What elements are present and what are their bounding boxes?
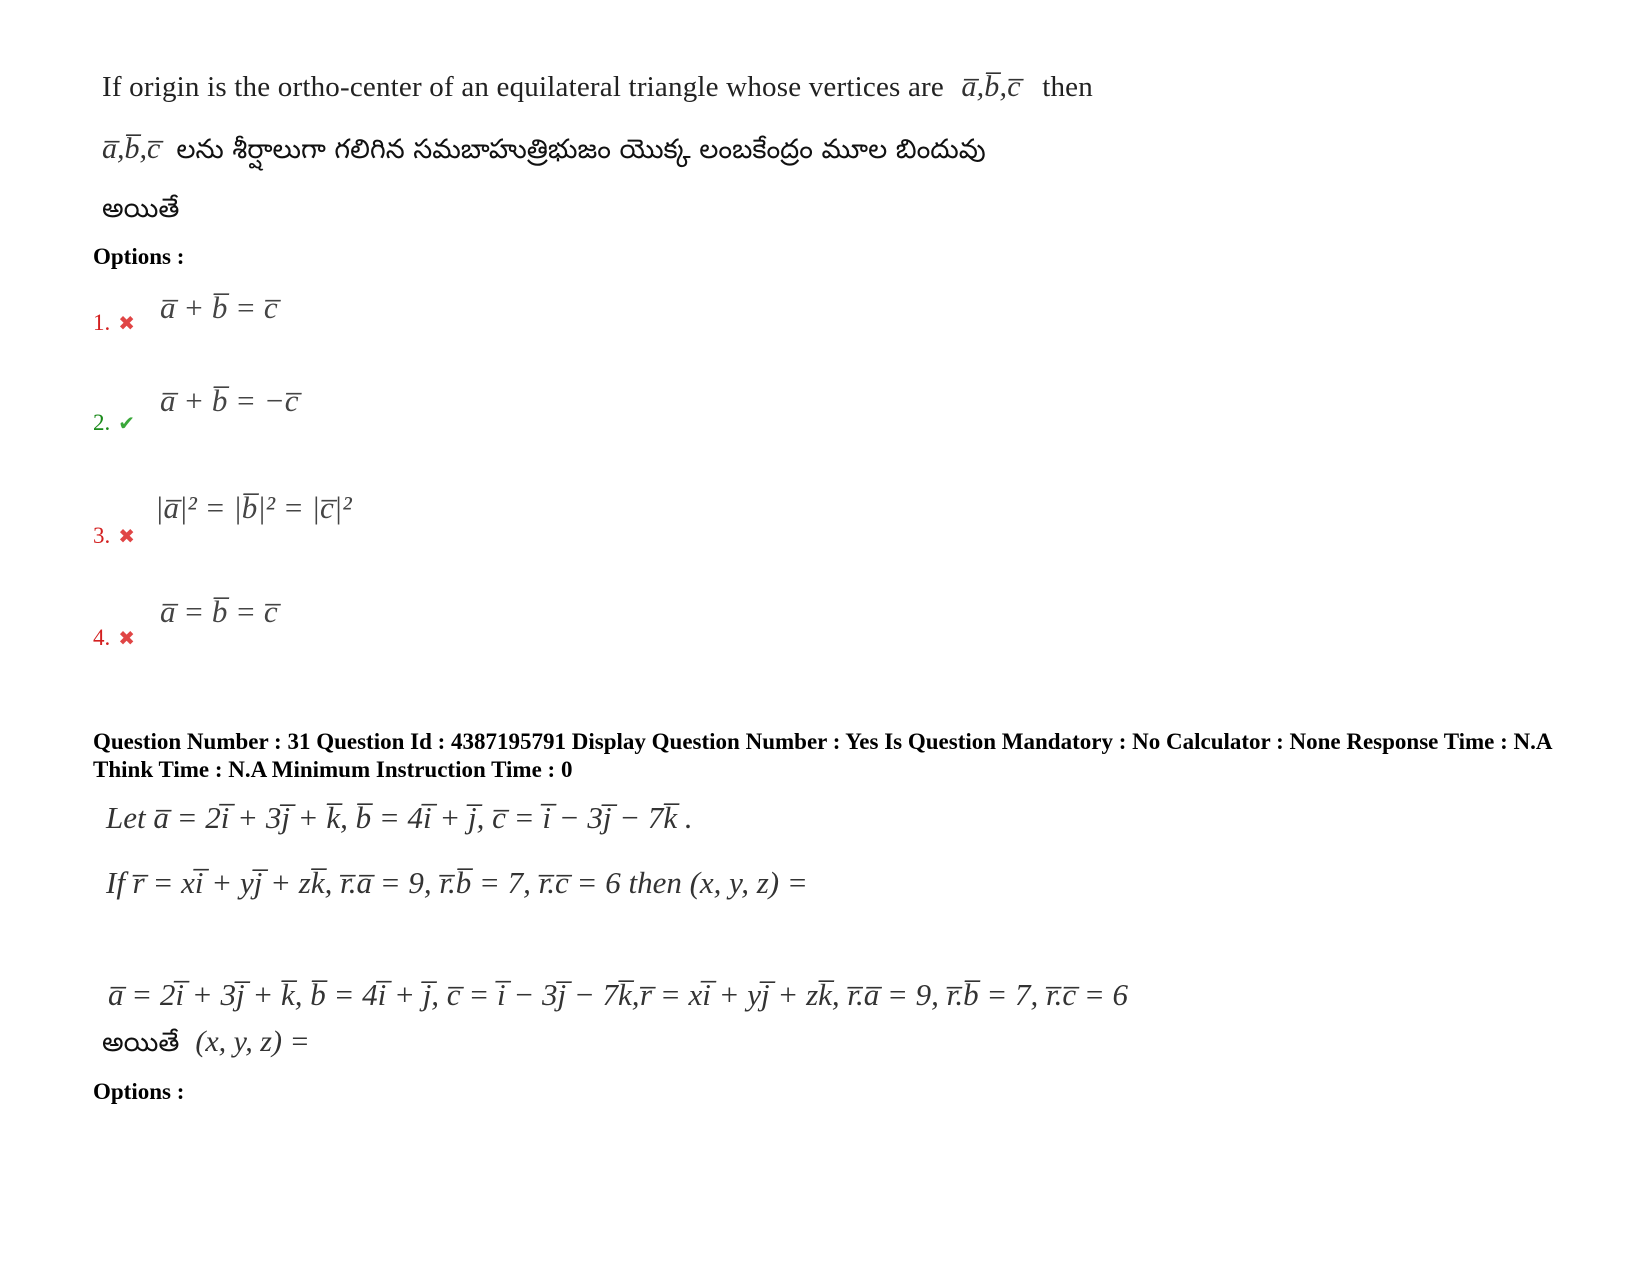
- q30-english-text: [102, 70, 1093, 104]
- q31-telugu-xyz-line: [102, 1025, 310, 1065]
- q30-option-1-formula: a̅ + b̅ = c̅: [160, 290, 278, 325]
- q31-english-line1: Let a̅ = 2i̅ + 3j̅ + k̅, b̅ = 4i̅ + j̅, c̅ = i̅ − 3j̅ − 7k̅ .: [106, 800, 693, 835]
- q31-telugu-formula-a: a̅ = 2i̅ + 3j̅ + k̅, b̅ = 4i̅ + j̅, c̅ = i̅ − 3j̅ − 7k̅,: [108, 977, 640, 1012]
- q30-english-statement: If origin is the ortho-center of an equilateral triangle whose vertices are: [102, 71, 944, 103]
- q31-english-line2: If r̅ = xi̅ + yj̅ + zk̅, r̅.a̅ = 9, r̅.b̅ = 7, r̅.c̅ = 6 then (x, y, z) =: [106, 865, 808, 900]
- q30-option-1-marker: [93, 310, 135, 336]
- q30-telugu-statement: లను శీర్షాలుగా గలిగిన సమబాహుత్రిభుజం యొక్క లంబకేంద్రం మూల బిందువు: [176, 134, 986, 165]
- q30-telugu-vertices: a̅,b̅,c̅: [102, 132, 161, 165]
- q31-options-label: Options :: [93, 1079, 185, 1104]
- q31-telugu-ayithe: అయితే: [102, 1027, 180, 1058]
- q30-vertices: a̅,b̅,c̅: [961, 70, 1021, 103]
- q31-telugu-formula-r: r̅ = xi̅ + yj̅ + zk̅, r̅.a̅ = 9, r̅.b̅ = 7, r̅.c̅ = 6: [640, 977, 1129, 1012]
- correct-check-icon: ✔: [118, 413, 136, 435]
- q30-option-3-formula: |a̅|² = |b̅|² = |c̅|²: [155, 490, 352, 525]
- option-number: 1.: [93, 310, 111, 335]
- wrong-cross-icon: ✖: [118, 628, 136, 650]
- q30-option-3-marker: [93, 523, 135, 549]
- q30-telugu-line1: [102, 132, 986, 172]
- q30-option-4-marker: [93, 625, 135, 651]
- q30-telugu-ayithe: అయితే: [102, 193, 180, 224]
- wrong-cross-icon: ✖: [118, 313, 136, 335]
- q30-option-4-formula: a̅ = b̅ = c̅: [160, 594, 278, 629]
- option-number: 2.: [93, 410, 111, 435]
- q30-options-label: Options :: [93, 244, 185, 269]
- q30-option-2-formula: a̅ + b̅ = −c̅: [160, 383, 299, 418]
- q30-option-2-marker: [93, 410, 135, 436]
- option-number: 4.: [93, 625, 111, 650]
- option-number: 3.: [93, 523, 111, 548]
- q31-metadata: Question Number : 31 Question Id : 4387195791 Display Question Number : Yes Is Question Mandatory : No Calculator : None Response Time : N.A Think Time : N.A Minimum Instruction Time : 0: [93, 729, 1552, 782]
- q30-then-word: then: [1042, 71, 1093, 103]
- q31-telugu-xyz: (x, y, z) =: [195, 1025, 310, 1058]
- wrong-cross-icon: ✖: [118, 526, 136, 548]
